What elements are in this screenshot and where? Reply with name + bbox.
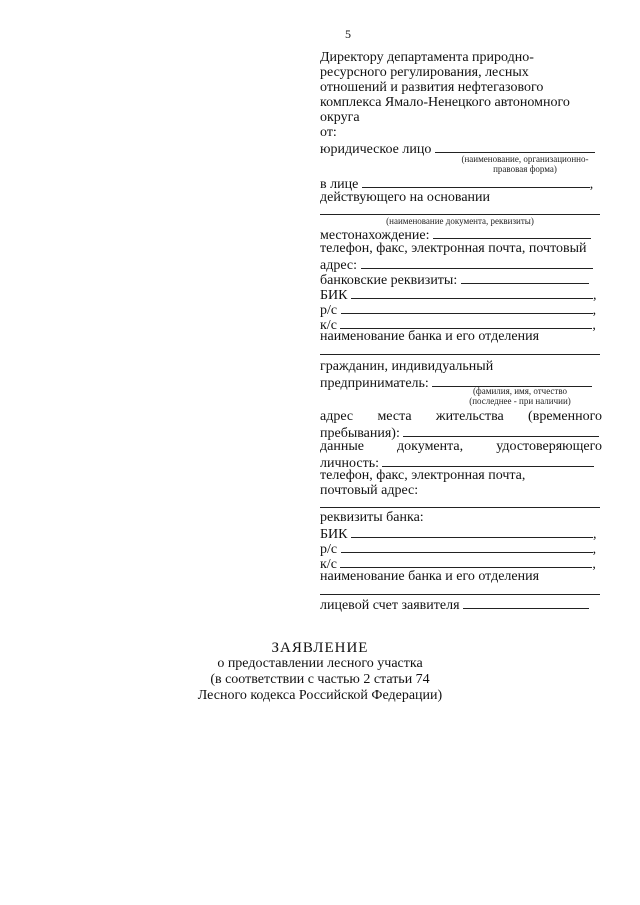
legal-bik-label: БИК xyxy=(320,288,348,303)
account-row xyxy=(320,596,602,614)
statement-title: ЗАЯВЛЕНИЕ xyxy=(271,640,369,656)
individual-bik-row: БИК , xyxy=(320,527,597,542)
legal-contacts-label: телефон, факс, электронная почта, почтовый xyxy=(320,241,587,256)
legal-entity-field[interactable] xyxy=(435,140,595,153)
individual-name-hint: (фамилия, имя, отчество (последнее - при наличии) xyxy=(469,386,571,406)
location-field[interactable] xyxy=(433,226,591,239)
individual-bik-label: БИК xyxy=(320,527,348,542)
individual-rs-row: р/с , xyxy=(320,542,597,557)
id-label-2: личность: xyxy=(320,456,379,471)
addressee-block xyxy=(320,50,602,140)
residence-label-2: пребывания): xyxy=(320,426,400,441)
legal-bank-name-field[interactable] xyxy=(320,354,600,355)
statement-subtitle-2: (в соответствии с частью 2 статьи 74 xyxy=(210,672,430,687)
addressee-line: комплекса Ямало-Ненецкого автономного xyxy=(320,95,570,110)
represented-row: в лице , xyxy=(320,177,594,192)
individual-ks-field[interactable] xyxy=(340,555,592,568)
basis-hint: (наименование документа, реквизиты) xyxy=(386,216,534,226)
individual-bank-name-label: наименование банка и его отделения xyxy=(320,569,540,584)
individual-rs-label: р/с xyxy=(320,542,338,557)
addressee-line: Директору департамента природно- xyxy=(320,50,534,65)
basis-label: действующего на основании xyxy=(320,190,491,205)
legal-bik-row: БИК , xyxy=(320,288,597,303)
individual-label-2: предприниматель: xyxy=(320,376,429,391)
individual-bank-name-field[interactable] xyxy=(320,594,600,595)
represented-label: в лице xyxy=(320,177,359,192)
location-label: местонахождение: xyxy=(320,228,430,243)
statement-subtitle-1: о предоставлении лесного участка xyxy=(217,656,423,671)
legal-ks-label: к/с xyxy=(320,318,337,333)
legal-rs-row: р/с , xyxy=(320,303,597,318)
addressee-line: ресурсного регулирования, лесных xyxy=(320,65,529,80)
legal-bank-name-label: наименование банка и его отделения xyxy=(320,329,540,344)
legal-entity-label: юридическое лицо xyxy=(320,142,432,157)
legal-bik-field[interactable] xyxy=(351,286,593,299)
account-label: лицевой счет заявителя xyxy=(320,598,460,613)
residence-label-row: адрес места жительства (временного xyxy=(320,409,602,424)
represented-field[interactable] xyxy=(362,175,590,188)
page-number: 5 xyxy=(345,27,351,41)
addressee-line: округа xyxy=(320,110,360,125)
individual-contacts-label-2: почтовый адрес: xyxy=(320,483,419,498)
id-label-row: данные документа, удостоверяющего xyxy=(320,439,602,454)
legal-bank-details-label: банковские реквизиты: xyxy=(320,273,458,288)
individual-bank-details-label: реквизиты банка: xyxy=(320,510,424,525)
basis-field[interactable] xyxy=(320,214,600,215)
residence-field[interactable] xyxy=(403,424,599,437)
individual-label: гражданин, индивидуальный xyxy=(320,359,494,374)
individual-rs-field[interactable] xyxy=(341,540,593,553)
statement-subtitle-3: Лесного кодекса Российской Федерации) xyxy=(197,688,443,703)
addressee-line: отношений и развития нефтегазового xyxy=(320,80,544,95)
legal-entity-hint: (наименование, организационно- правовая форма) xyxy=(461,154,589,174)
individual-bik-field[interactable] xyxy=(351,525,593,538)
individual-ks-row: к/с , xyxy=(320,557,596,572)
individual-contacts-label: телефон, факс, электронная почта, xyxy=(320,468,526,483)
legal-ks-row: к/с , xyxy=(320,318,596,333)
id-field[interactable] xyxy=(382,454,594,467)
legal-contacts-label-2: адрес: xyxy=(320,258,358,273)
account-field[interactable] xyxy=(463,596,589,609)
from-label: от: xyxy=(320,125,337,140)
individual-contacts-field[interactable] xyxy=(320,507,600,508)
legal-rs-field[interactable] xyxy=(341,301,593,314)
individual-ks-label: к/с xyxy=(320,557,337,572)
legal-rs-label: р/с xyxy=(320,303,338,318)
legal-contacts-field[interactable] xyxy=(361,256,593,269)
legal-bank-details-field[interactable] xyxy=(461,271,589,284)
legal-ks-field[interactable] xyxy=(340,316,592,329)
